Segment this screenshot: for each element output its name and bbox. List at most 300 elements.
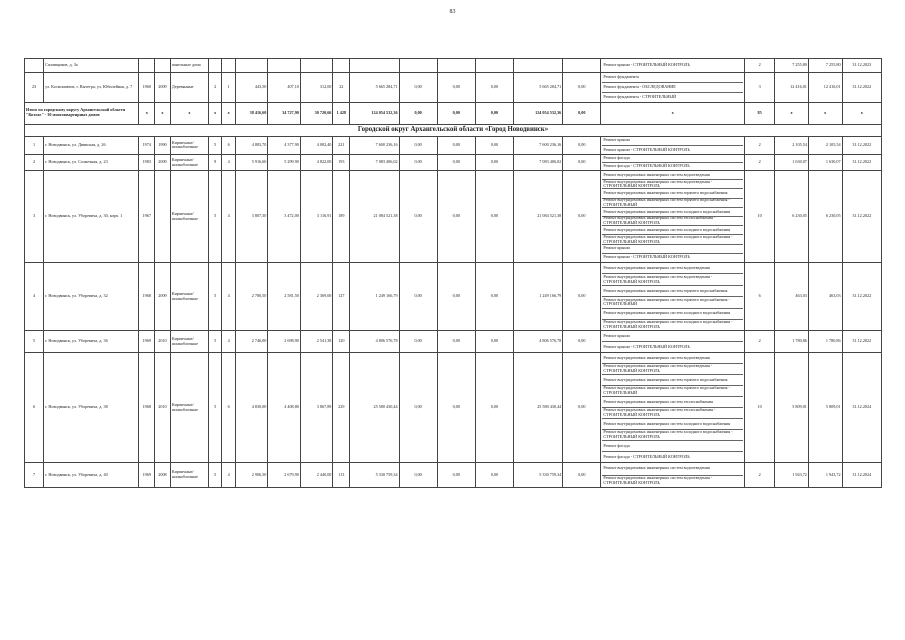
work-item-text: Ремонт фасада - СТРОИТЕЛЬНЫЙ КОНТРОЛЬ (603, 163, 690, 169)
work-item-text: Ремонт фундамента - СТРОИТЕЛЬНЫЙ (603, 93, 677, 99)
work-item (602, 331, 743, 342)
work-item-text: Ремонт внутридомовых инженерных систем холодного водоснабжения (603, 420, 731, 426)
max-cost-cell: 1 943,72 (808, 463, 842, 488)
table-row (25, 331, 882, 353)
wall-material-cell: Кирпичные/ шлакоблочные (170, 353, 208, 463)
year-overhaul-cell: 2009 (155, 155, 171, 171)
work-count-cell: 10 (744, 353, 774, 463)
work-item-text: Ремонт внутридомовых инженерных систем холодного водоснабжения - СТРОИТЕЛЬНЫЙ КОНТРОЛЬ (603, 319, 733, 330)
work-types-cell (601, 73, 745, 102)
wall-material-cell: Кирпичные/ шлакоблочные (170, 155, 208, 171)
unit-cost-cell: 1 630,07 (775, 155, 809, 171)
work-item (602, 476, 743, 487)
area-residential-cell: 2 581,50 (268, 262, 301, 330)
fund-municipal-cell (475, 59, 513, 73)
work-item (602, 245, 743, 254)
total-mark: x (208, 102, 221, 124)
deadline-cell: 31.12.2022 (842, 73, 881, 102)
max-cost-cell: 463,03 (808, 262, 842, 330)
year-built-cell: 1969 (139, 331, 155, 353)
cost-total-cell (350, 59, 399, 73)
area-residential-cell (268, 59, 301, 73)
total-mark: x (222, 102, 235, 124)
fund-owners-cell: 5 330 759,34 (513, 463, 562, 488)
work-item-text: Ремонт внутридомовых инженерных систем водоотведения (603, 465, 710, 471)
entrances-cell: 1 (222, 73, 235, 102)
total-mark: x (139, 102, 155, 124)
total-row (25, 102, 882, 124)
fund-owners-cell: 7 600 236,16 (513, 136, 562, 155)
page-number: 83 (449, 9, 456, 15)
unit-cost-cell: 463,03 (775, 262, 809, 330)
area-total-cell: 4 830,00 (235, 353, 268, 463)
table-row (25, 136, 882, 155)
work-item-text: Ремонт крыши (603, 332, 630, 338)
cost-total-cell: 21 084 521,38 (350, 171, 399, 263)
wall-material-cell: Деревянные (170, 73, 208, 102)
work-item (602, 217, 743, 226)
total-fund-r: 0,00 (437, 102, 475, 124)
floors-cell (208, 59, 221, 73)
address-cell: г. Новодвинск, ул. Уборевича, д. 36 (44, 331, 139, 353)
year-overhaul-cell: 2009 (155, 73, 171, 102)
unit-cost-cell: 1 780,86 (775, 331, 809, 353)
max-cost-cell: 1 630,07 (808, 155, 842, 171)
fund-regional-cell: 0,00 (437, 73, 475, 102)
work-types-cell (601, 331, 745, 353)
total-residents: 1 428 (333, 102, 350, 124)
area-owned-cell: 2 541,38 (300, 331, 333, 353)
work-item-text: Ремонт внутридомовых инженерных систем горячего водоснабжения - СТРОИТЕЛЬНЫЙ (603, 296, 730, 307)
work-item-text: Ремонт внутридомовых инженерных систем холодного водоснабжения (603, 208, 731, 214)
total-mark: x (601, 102, 745, 124)
residents-cell: 22 (333, 73, 350, 102)
work-item-text: Ремонт фасада (603, 155, 630, 161)
fund-other-cell (563, 59, 601, 73)
area-total-cell: 4 883,70 (235, 136, 268, 155)
row-number-cell: 1 (25, 136, 44, 155)
fund-municipal-cell: 0,00 (475, 155, 513, 171)
work-item (602, 146, 743, 154)
row-number-cell: 4 (25, 262, 44, 330)
residents-cell: 120 (333, 331, 350, 353)
area-owned-cell: 2 440,00 (300, 463, 333, 488)
work-item (602, 83, 743, 93)
area-owned-cell: 3 867,89 (300, 353, 333, 463)
table-row (25, 155, 882, 171)
table-row (25, 73, 882, 102)
total-area-owned: 30 720,66 (300, 102, 333, 124)
deadline-cell: 31.12.2022 (842, 331, 881, 353)
work-count-cell: 6 (744, 262, 774, 330)
deadline-cell: 31.12.2024 (842, 353, 881, 463)
area-residential-cell: 2 679,90 (268, 463, 301, 488)
area-residential-cell: 5 299,90 (268, 155, 301, 171)
total-label: Итого по городскому округу Архангельской области "Котлас" - 30 многоквартирных домов (25, 102, 139, 124)
fund-other-cell: 0,00 (563, 73, 601, 102)
unit-cost-cell: 2 105,54 (775, 136, 809, 155)
work-item-text: Ремонт внутридомовых инженерных систем горячего водоснабжения - СТРОИТЕЛЬНЫЙ (603, 385, 730, 396)
row-number-cell: 2 (25, 155, 44, 171)
work-item-text: Ремонт крыши (603, 245, 630, 251)
fund-federal-cell: 0,00 (399, 262, 437, 330)
unit-cost-cell: 6 230,05 (775, 171, 809, 263)
work-item-text: Ремонт крыши - СТРОИТЕЛЬНЫЙ КОНТРОЛЬ (603, 146, 690, 152)
year-overhaul-cell: 1990 (155, 136, 171, 155)
fund-other-cell: 0,00 (563, 262, 601, 330)
unit-cost-cell: 7 255,80 (775, 59, 809, 73)
address-cell: г. Новодвинск, ул. Солнечная, д. 23 (44, 155, 139, 171)
area-owned-cell: 4 082,40 (300, 136, 333, 155)
work-item (602, 180, 743, 189)
work-item-text: Ремонт внутридомовых инженерных систем водоотведения (603, 354, 710, 360)
work-item-text: Ремонт внутридомовых инженерных систем водоотведения - СТРОИТЕЛЬНЫЙ КОНТРОЛЬ (603, 475, 713, 486)
residents-cell: 113 (333, 463, 350, 488)
deadline-cell: 31.12.2022 (842, 136, 881, 155)
fund-regional-cell: 0,00 (437, 171, 475, 263)
work-item (602, 274, 743, 285)
address-cell: г. Новодвинск, ул. Уборевича, д. 32 (44, 262, 139, 330)
fund-municipal-cell: 0,00 (475, 331, 513, 353)
unit-cost-cell: 1 943,72 (775, 463, 809, 488)
work-item-text: Ремонт внутридомовых инженерных систем водоотведения - СТРОИТЕЛЬНЫЙ КОНТРОЛЬ (603, 273, 713, 284)
work-count-cell: 2 (744, 59, 774, 73)
entrances-cell: 6 (222, 353, 235, 463)
work-types-cell (601, 136, 745, 155)
work-item-text: Ремонт фундамента - ОБСЛЕДОВАНИЕ (603, 84, 676, 90)
work-types-cell (601, 353, 745, 463)
table-row (25, 171, 882, 263)
work-item (602, 59, 743, 72)
work-item-text: Ремонт крыши - СТРОИТЕЛЬНЫЙ КОНТРОЛЬ (603, 254, 690, 260)
entrances-cell: 4 (222, 463, 235, 488)
wall-material-cell: Кирпичные/ шлакоблочные (170, 171, 208, 263)
work-types-cell (601, 171, 745, 263)
work-item-text: Ремонт внутридомовых инженерных систем холодного водоснабжения (603, 310, 731, 316)
work-item (602, 286, 743, 297)
residents-cell: 229 (333, 353, 350, 463)
work-item (602, 452, 743, 462)
work-count-cell: 2 (744, 136, 774, 155)
address-cell: ул. Космонавтов, г. Вытегра, ул. Юбилейная, д. 7 (44, 73, 139, 102)
cost-total-cell: 4 806 576,78 (350, 331, 399, 353)
work-types-cell (601, 262, 745, 330)
fund-owners-cell: 4 806 576,78 (513, 331, 562, 353)
work-item (602, 155, 743, 163)
floors-cell: 5 (208, 136, 221, 155)
fund-federal-cell: 0,00 (399, 331, 437, 353)
row-number-cell (25, 59, 44, 73)
total-cost-total: 124 054 532,36 (350, 102, 399, 124)
fund-other-cell: 0,00 (563, 171, 601, 263)
wall-material-cell: панельные дома (170, 59, 208, 73)
fund-federal-cell: 0,00 (399, 463, 437, 488)
year-overhaul-cell: 2008 (155, 463, 171, 488)
work-item-text: Ремонт крыши (603, 137, 630, 143)
floors-cell: 5 (208, 262, 221, 330)
work-item-text: Ремонт внутридомовых инженерных систем теплоснабжения - СТРОИТЕЛЬНЫЙ КОНТРОЛЬ (603, 215, 716, 226)
district-title: Городской округ Архангельской области «Город Новодвинск» (25, 124, 882, 136)
year-built-cell (139, 59, 155, 73)
area-total-cell: 443,50 (235, 73, 268, 102)
area-owned-cell (300, 59, 333, 73)
work-item-text: Ремонт внутридомовых инженерных систем холодного водоснабжения - СТРОИТЕЛЬНЫЙ КОНТРОЛЬ (603, 429, 733, 440)
area-residential-cell: 2 698,90 (268, 331, 301, 353)
unit-cost-cell: 5 809,01 (775, 353, 809, 463)
work-count-cell: 3 (744, 73, 774, 102)
area-owned-cell: 4 822,00 (300, 155, 333, 171)
area-owned-cell: 2 369,00 (300, 262, 333, 330)
unit-cost-cell: 12 416,01 (775, 73, 809, 102)
row-number-cell: 3 (25, 171, 44, 263)
max-cost-cell: 1 780,86 (808, 331, 842, 353)
work-item (602, 320, 743, 330)
fund-municipal-cell: 0,00 (475, 463, 513, 488)
row-number-cell: 6 (25, 353, 44, 463)
work-item (602, 163, 743, 170)
work-item-text: Ремонт внутридомовых инженерных систем теплоснабжения - СТРОИТЕЛЬНЫЙ КОНТРОЛЬ (603, 407, 716, 418)
max-cost-cell: 2 105,54 (808, 136, 842, 155)
work-item (602, 463, 743, 475)
area-total-cell: 2 780,50 (235, 262, 268, 330)
work-count-cell: 2 (744, 155, 774, 171)
fund-other-cell: 0,00 (563, 136, 601, 155)
table-row (25, 353, 882, 463)
fund-federal-cell: 0,00 (399, 155, 437, 171)
year-built-cell: 1974 (139, 136, 155, 155)
fund-owners-cell: 25 580 430,44 (513, 353, 562, 463)
floors-cell: 5 (208, 463, 221, 488)
work-item (602, 137, 743, 146)
fund-federal-cell: 0,00 (399, 171, 437, 263)
year-overhaul-cell: 2009 (155, 262, 171, 330)
fund-regional-cell (437, 59, 475, 73)
address-cell: г. Новодвинск, ул. Двинская, д. 26 (44, 136, 139, 155)
row-number-cell: 5 (25, 331, 44, 353)
entrances-cell: 4 (222, 171, 235, 263)
floors-cell: 5 (208, 353, 221, 463)
work-item-text: Ремонт внутридомовых инженерных систем горячего водоснабжения - СТРОИТЕЛЬНЫЙ (603, 196, 730, 207)
work-types-cell (601, 59, 745, 73)
year-built-cell: 1969 (139, 463, 155, 488)
work-item-text: Ремонт внутридомовых инженерных систем водоотведения (603, 264, 710, 270)
total-fund-other: 0,00 (563, 102, 601, 124)
fund-regional-cell: 0,00 (437, 136, 475, 155)
fund-municipal-cell: 0,00 (475, 262, 513, 330)
year-built-cell: 1968 (139, 353, 155, 463)
max-cost-cell: 5 809,01 (808, 353, 842, 463)
work-item (602, 441, 743, 452)
area-total-cell: 5 916,60 (235, 155, 268, 171)
area-residential-cell: 407,10 (268, 73, 301, 102)
total-fund-own: 124 054 532,36 (513, 102, 562, 124)
fund-federal-cell: 0,00 (399, 73, 437, 102)
row-number-cell: 23 (25, 73, 44, 102)
table-row (25, 463, 882, 488)
year-built-cell: 1967 (139, 171, 155, 263)
wall-material-cell: Кирпичные/ шлакоблочные (170, 136, 208, 155)
residents-cell: 127 (333, 262, 350, 330)
work-item (602, 93, 743, 102)
deadline-cell: 31.12.2022 (842, 171, 881, 263)
year-overhaul-cell: 2010 (155, 331, 171, 353)
area-residential-cell: 4 377,90 (268, 136, 301, 155)
work-count-cell: 2 (744, 331, 774, 353)
floors-cell: 5 (208, 331, 221, 353)
wall-material-cell: Кирпичные/ шлакоблочные (170, 331, 208, 353)
work-item-text: Ремонт внутридомовых инженерных систем горячего водоснабжения (603, 376, 728, 382)
year-overhaul-cell (155, 171, 171, 263)
work-item (602, 235, 743, 244)
cost-total-cell: 5 330 759,34 (350, 463, 399, 488)
fund-municipal-cell: 0,00 (475, 73, 513, 102)
total-mark: x (808, 102, 842, 124)
work-types-cell (601, 155, 745, 171)
max-cost-cell: 6 230,05 (808, 171, 842, 263)
cost-total-cell: 5 665 284,71 (350, 73, 399, 102)
work-item (602, 430, 743, 441)
fund-municipal-cell: 0,00 (475, 171, 513, 263)
work-item-text: Ремонт внутридомовых инженерных систем холодного водоснабжения - СТРОИТЕЛЬНЫЙ КОНТРОЛЬ (603, 233, 733, 244)
floors-cell: 2 (208, 73, 221, 102)
total-mark: x (155, 102, 171, 124)
total-area-total: 38 416,60 (235, 102, 268, 124)
work-item (602, 309, 743, 320)
work-item-text: Ремонт внутридомовых инженерных систем теплоснабжения (603, 398, 713, 404)
work-item (602, 408, 743, 419)
total-mark: x (775, 102, 809, 124)
work-item-text: Ремонт фасада - СТРОИТЕЛЬНЫЙ КОНТРОЛЬ (603, 453, 690, 459)
cost-total-cell: 7 600 236,16 (350, 136, 399, 155)
work-item (602, 263, 743, 274)
floors-cell: 9 (208, 155, 221, 171)
fund-regional-cell: 0,00 (437, 262, 475, 330)
fund-municipal-cell: 0,00 (475, 136, 513, 155)
deadline-cell: 31.12.2022 (842, 262, 881, 330)
area-total-cell (235, 59, 268, 73)
total-area-res: 34 727,90 (268, 102, 301, 124)
cost-total-cell: 7 083 406,02 (350, 155, 399, 171)
area-owned-cell: 3 116,91 (300, 171, 333, 263)
fund-other-cell: 0,00 (563, 353, 601, 463)
wall-material-cell: Кирпичные/ шлакоблочные (170, 463, 208, 488)
table-row (25, 59, 882, 73)
work-item-text: Ремонт внутридомовых инженерных систем горячего водоснабжения (603, 190, 728, 196)
fund-municipal-cell: 0,00 (475, 353, 513, 463)
fund-other-cell: 0,00 (563, 463, 601, 488)
area-total-cell: 2 906,50 (235, 463, 268, 488)
deadline-cell: 31.12.2024 (842, 463, 881, 488)
total-mark: x (842, 102, 881, 124)
table-row (25, 262, 882, 330)
fund-owners-cell: 21 084 521,38 (513, 171, 562, 263)
work-item-text: Ремонт внутридомовых инженерных систем горячего водоснабжения (603, 287, 728, 293)
deadline-cell: 31.12.2022 (842, 155, 881, 171)
work-item-text: Ремонт фундамента (603, 74, 639, 80)
max-cost-cell: 12 416,01 (808, 73, 842, 102)
fund-regional-cell: 0,00 (437, 353, 475, 463)
fund-federal-cell: 0,00 (399, 136, 437, 155)
entrances-cell: 4 (222, 262, 235, 330)
fund-owners-cell: 5 665 284,71 (513, 73, 562, 102)
work-item (602, 73, 743, 83)
work-item (602, 364, 743, 375)
fund-owners-cell: 7 083 406,02 (513, 155, 562, 171)
year-overhaul-cell (155, 59, 171, 73)
work-item-text: Ремонт внутридомовых инженерных систем водоотведения - СТРОИТЕЛЬНЫЙ КОНТРОЛЬ (603, 363, 713, 374)
deadline-cell: 31.12.2023 (842, 59, 881, 73)
area-residential-cell: 3 472,00 (268, 171, 301, 263)
total-mark: x (170, 102, 208, 124)
fund-federal-cell (399, 59, 437, 73)
work-count-cell: 10 (744, 171, 774, 263)
cost-total-cell: 25 580 430,44 (350, 353, 399, 463)
fund-owners-cell (513, 59, 562, 73)
fund-regional-cell: 0,00 (437, 463, 475, 488)
entrances-cell (222, 59, 235, 73)
area-owned-cell: 312,00 (300, 73, 333, 102)
year-built-cell: 1983 (139, 155, 155, 171)
fund-owners-cell: 1 249 166,79 (513, 262, 562, 330)
max-cost-cell: 7 255,80 (808, 59, 842, 73)
residents-cell: 193 (333, 155, 350, 171)
program-table (24, 58, 882, 488)
residents-cell (333, 59, 350, 73)
work-item (602, 342, 743, 352)
total-fund-m: 0,00 (475, 102, 513, 124)
year-built-cell: 1968 (139, 262, 155, 330)
work-item (602, 196, 743, 208)
district-header-row (25, 124, 882, 136)
fund-other-cell: 0,00 (563, 155, 601, 171)
address-cell: Сплавщиков, д. 3а (44, 59, 139, 73)
address-cell: г. Новодвинск, ул. Уборевича, д. 38 (44, 353, 139, 463)
work-item (602, 297, 743, 308)
work-types-cell (601, 463, 745, 488)
wall-material-cell: Кирпичные/ шлакоблочные (170, 262, 208, 330)
work-count-cell: 2 (744, 463, 774, 488)
year-built-cell: 1960 (139, 73, 155, 102)
entrances-cell: 4 (222, 155, 235, 171)
floors-cell: 5 (208, 171, 221, 263)
fund-federal-cell: 0,00 (399, 353, 437, 463)
work-item-text: Ремонт крыши - СТРОИТЕЛЬНЫЙ КОНТРОЛЬ (603, 62, 690, 68)
address-cell: г. Новодвинск, ул. Уборевича, д. 40 (44, 463, 139, 488)
row-number-cell: 7 (25, 463, 44, 488)
area-total-cell: 3 807,30 (235, 171, 268, 263)
work-item-text: Ремонт фасада (603, 442, 630, 448)
area-residential-cell: 4 408,80 (268, 353, 301, 463)
total-work-count: 85 (744, 102, 774, 124)
fund-regional-cell: 0,00 (437, 331, 475, 353)
work-item-text: Ремонт внутридомовых инженерных систем водоотведения (603, 171, 710, 177)
address-cell: г. Новодвинск, ул. Уборевича, д. 30, корп. 1 (44, 171, 139, 263)
year-overhaul-cell: 2010 (155, 353, 171, 463)
work-item-text: Ремонт внутридомовых инженерных систем водоотведения - СТРОИТЕЛЬНЫЙ КОНТРОЛЬ (603, 178, 713, 189)
work-item-text: Ремонт крыши - СТРОИТЕЛЬНЫЙ КОНТРОЛЬ (603, 343, 690, 349)
cost-total-cell: 1 249 166,79 (350, 262, 399, 330)
work-item (602, 386, 743, 397)
fund-regional-cell: 0,00 (437, 155, 475, 171)
entrances-cell: 4 (222, 331, 235, 353)
residents-cell: 189 (333, 171, 350, 263)
fund-other-cell: 0,00 (563, 331, 601, 353)
entrances-cell: 6 (222, 136, 235, 155)
residents-cell: 221 (333, 136, 350, 155)
work-item-text: Ремонт внутридомовых инженерных систем холодного водоснабжения (603, 226, 731, 232)
work-item (602, 254, 743, 262)
area-total-cell: 2 746,00 (235, 331, 268, 353)
